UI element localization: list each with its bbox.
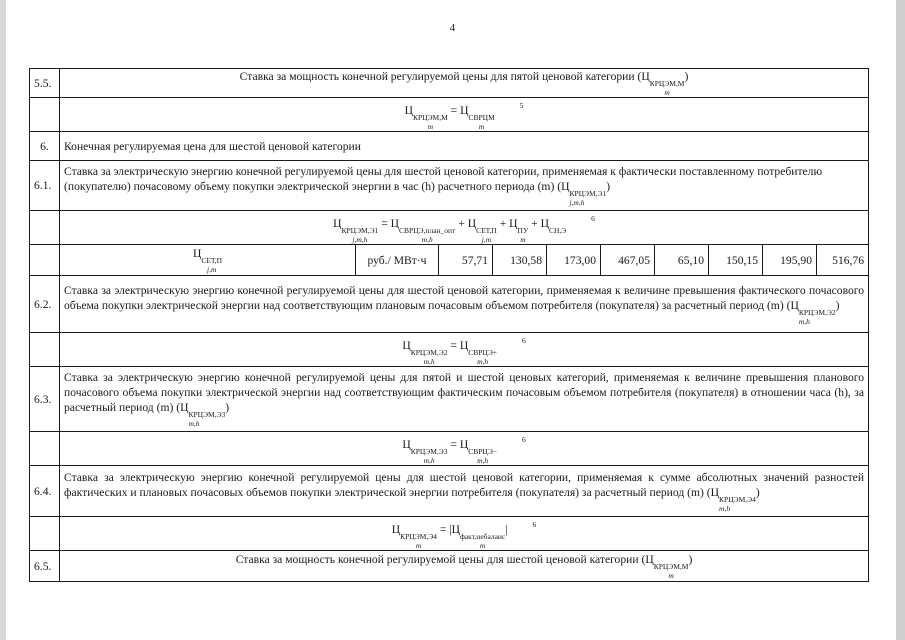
formula: Ц КРЦЭМ,Э2 m,h = Ц СВРЦЭ+ m,h $^6$ (60, 333, 869, 367)
formula: Ц КРЦЭМ,Э1 j,m,h = Ц СВРЦЭ,план_опт m,h + Ц СЕТ,П j,m + Ц ПУ m + Ц СН,Э $^6$ (60, 211, 869, 245)
formula-symbol: Ц КРЦЭМ,Э2 m,h (790, 298, 836, 326)
row-number: 6.1. (30, 161, 60, 211)
table-row (30, 69, 869, 98)
row-text: Ставка за электрическую энергию конечной регулируемой цены для шестой ценовой категории, применяемая к величине превышения фактического почасового объема покупки электрической энергии над соответствующим плановым почасовым объемом потребителя (покупателя) за расчетный период (m) ( (64, 283, 865, 312)
formula-symbol: Ц КРЦЭМ,Э3 m,h (180, 401, 226, 428)
row-text: Ставка за электрическую энергию конечной регулируемой цены для шестой ценовой категории, применяемая к фактически поставленному потребителю (покупателю) почасовому объему покупки электрической энергии в час (h) расчетного периода (m) ( (64, 165, 823, 193)
formula-symbol: Ц КРЦЭМ,М m (641, 70, 685, 97)
row-description: Ставка за мощность конечной регулируемой цены для пятой ценовой категории (Ц КРЦЭМ,М m ) (60, 69, 869, 98)
row-text: Ставка за мощность конечной регулируемой цены для шестой ценовой категории ( (235, 553, 646, 566)
value-cell: 195,90 (763, 245, 817, 276)
row-number: 6.3. (30, 367, 60, 432)
row-text: Ставка за мощность конечной регулируемой цены для пятой ценовой категории ( (239, 70, 642, 83)
row-description: Ставка за мощность конечной регулируемой цены для шестой ценовой категории (Ц КРЦЭМ,М m ) (60, 551, 869, 582)
row-text: Конечная регулируемая цена для шестой ценовой категории (60, 132, 869, 161)
row-number: 6. (30, 132, 60, 161)
formula: Ц КРЦЭМ,Э4 m = |Ц факт,небаланс m | $^6$ (60, 517, 869, 551)
footnote-mark: 5 (519, 101, 524, 110)
formula-row (30, 517, 869, 551)
formula-symbol: Ц КРЦЭМ,Э1 j,m,h (561, 180, 607, 207)
value-cell: 150,15 (709, 245, 763, 276)
formula: Ц КРЦЭМ,Э3 m,h = Ц СВРЦЭ− m,h $^6$ (60, 432, 869, 466)
footnote-mark: 6 (591, 214, 595, 223)
page-number: 4 (449, 22, 456, 34)
value-cell: 130,58 (493, 245, 547, 276)
scan-edge-left (0, 0, 6, 640)
table-row (30, 466, 869, 517)
row-number: 6.2. (30, 276, 60, 333)
value-cell: 65,10 (655, 245, 709, 276)
row-number: 6.5. (30, 551, 60, 582)
row-number: 5.5. (30, 69, 60, 98)
value-cell: 173,00 (547, 245, 601, 276)
formula: Ц КРЦЭМ,М m = Ц СВРЦМ m $^5$ (60, 98, 869, 132)
footnote-mark: 6 (521, 336, 526, 345)
table-row (30, 551, 869, 582)
formula-row (30, 98, 869, 132)
formula-row (30, 333, 869, 367)
scan-edge-right (896, 0, 905, 640)
value-symbol: Ц СЕТ,П j,m (60, 245, 356, 276)
table-row (30, 132, 869, 161)
row-description: Ставка за электрическую энергию конечной регулируемой цены для шестой ценовой категории, применяемая к сумме абсолютных значений разностей фактических и плановых почасовых объемов покупки электрической энергии потребителя (покупателя) за расчетный период (m) (Ц КРЦЭМ,Э4 m,h ) (60, 466, 869, 517)
formula-symbol: Ц КРЦЭМ,Э4 m,h (710, 485, 756, 513)
footnote-mark: 6 (521, 435, 526, 444)
value-cell: 516,76 (817, 245, 869, 276)
row-text: Ставка за электрическую энергию конечной регулируемой цены для шестой ценовой категории, применяемая к сумме абсолютных значений разностей фактических и плановых почасовых объемов покупки электрической энергии потребителя (покупателя) за расчетный период (m) ( (64, 470, 865, 499)
row-description: Ставка за электрическую энергию конечной регулируемой цены для пятой и шестой ценовых категорий, применяемая к величине превышения планового почасового объема покупки электрической энергии над соответствующим фактическим почасовым объемом потребителя (покупателя) в отношении часа (h), за расчетный период (m) (Ц КРЦЭМ,Э3 m,h ) (60, 367, 869, 432)
values-row (30, 245, 869, 276)
table-row (30, 161, 869, 211)
table-row (30, 276, 869, 333)
formula-row (30, 432, 869, 466)
row-description: Ставка за электрическую энергию конечной регулируемой цены для шестой ценовой категории, применяемая к фактически поставленному потребителю (покупателю) почасовому объему покупки электрической энергии в час (h) расчетного периода (m) (Ц КРЦЭМ,Э1 j,m,h ) (60, 161, 869, 211)
table-row (30, 367, 869, 432)
row-text: Ставка за электрическую энергию конечной регулируемой цены для пятой и шестой ценовых категорий, применяемая к величине превышения планового почасового объема покупки электрической энергии над соответствующим фактическим почасовым объемом потребителя (покупателя) в отношении часа (h), за расчетный период (m) ( (64, 371, 865, 414)
unit-cell: руб./ МВт·ч (356, 245, 439, 276)
row-description: Ставка за электрическую энергию конечной регулируемой цены для шестой ценовой категории, применяемая к величине превышения фактического почасового объема покупки электрической энергии над соответствующим плановым почасовым объемом потребителя (покупателя) за расчетный период (m) (Ц КРЦЭМ,Э2 m,h ) (60, 276, 869, 333)
footnote-mark: 6 (532, 520, 537, 529)
formula-symbol: Ц КРЦЭМ,М m (645, 553, 689, 580)
row-number: 6.4. (30, 466, 60, 517)
value-cell: 57,71 (439, 245, 493, 276)
tariff-table (29, 68, 869, 582)
value-cell: 467,05 (601, 245, 655, 276)
formula-row (30, 211, 869, 245)
